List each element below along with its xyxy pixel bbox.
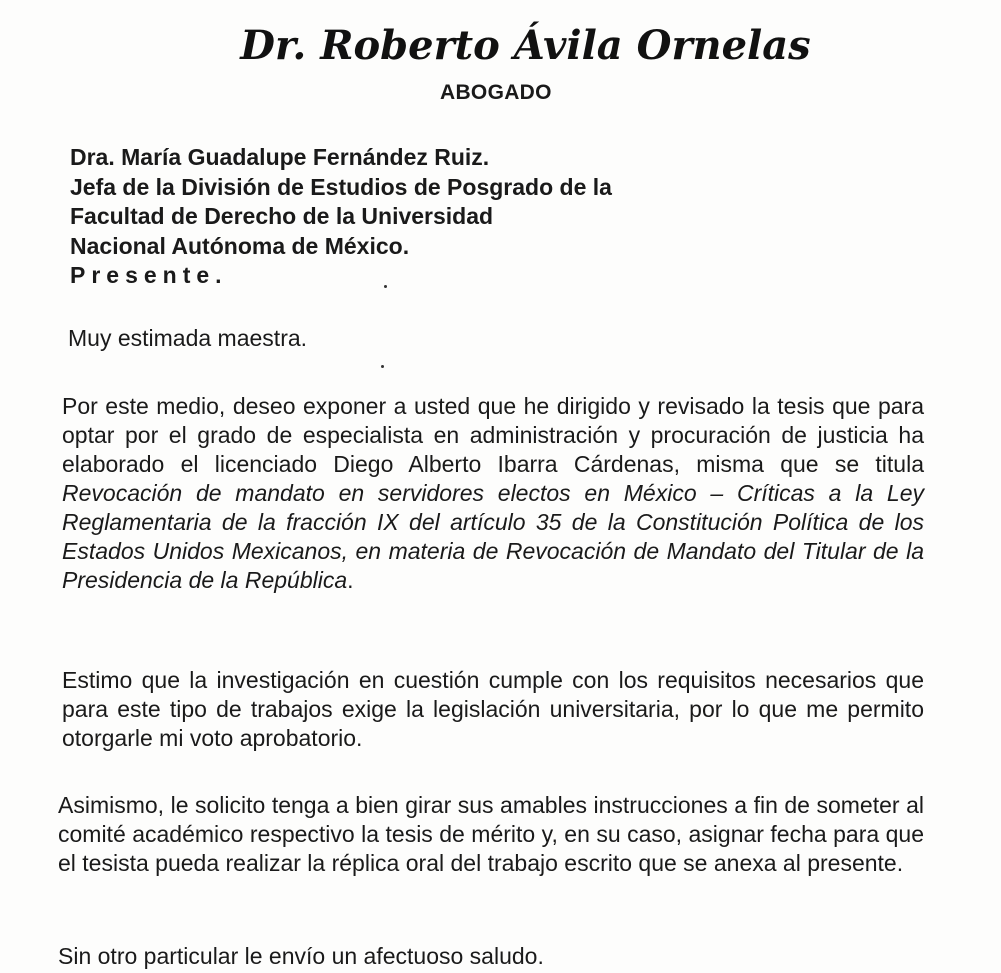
- recipient-university: Nacional Autónoma de México.: [70, 232, 410, 259]
- letterhead-title: ABOGADO: [440, 81, 552, 104]
- closing-line: Sin otro particular le envío un afectuoso saludo.: [58, 943, 544, 969]
- paragraph-thesis-intro: Por este medio, deseo exponer a usted que he dirigido y revisado la tesis que para optar por el grado de especialista en administración y procuración de justicia ha elaborado el licenciado Diego Alberto Ibarra Cárdenas, misma que se titula: [62, 393, 924, 477]
- recipient-block: [70, 143, 612, 291]
- letterhead: [0, 22, 1001, 106]
- greeting: Muy estimada maestra.: [68, 325, 308, 351]
- letterhead-name: Dr. Roberto Ávila Ornelas: [240, 22, 811, 69]
- recipient-position: Jefa de la División de Estudios de Posgrado de la: [70, 173, 612, 200]
- paragraph-request: Asimismo, le solicito tenga a bien girar sus amables instrucciones a fin de someter al comité académico respectivo la tesis de mérito y, en su caso, asignar fecha para que el tesista pueda realizar la réplica oral del trabajo escrito que se anexa al presente.: [58, 792, 924, 876]
- recipient-faculty: Facultad de Derecho de la Universidad: [70, 203, 494, 229]
- paragraph-thesis-review: [62, 392, 924, 595]
- speck-mark: [384, 285, 387, 288]
- presente-label: Presente.: [70, 262, 228, 288]
- recipient-name: Dra. María Guadalupe Fernández Ruiz.: [70, 144, 490, 170]
- speck-mark: [381, 365, 384, 368]
- paragraph-thesis-end: .: [347, 567, 354, 593]
- thesis-title: Revocación de mandato en servidores electos en México – Críticas a la Ley Reglamentaria de la fracción IX del artículo 35 de la Constitución Política de los Estados Unidos Mexicanos, en materia de Revocación de Mandato del Titular de la Presidencia de la República: [62, 480, 924, 593]
- paragraph-approval: Estimo que la investigación en cuestión cumple con los requisitos necesarios que para este tipo de trabajos exige la legislación universitaria, por lo que me permito otorgarle mi voto aprobatorio.: [62, 667, 924, 751]
